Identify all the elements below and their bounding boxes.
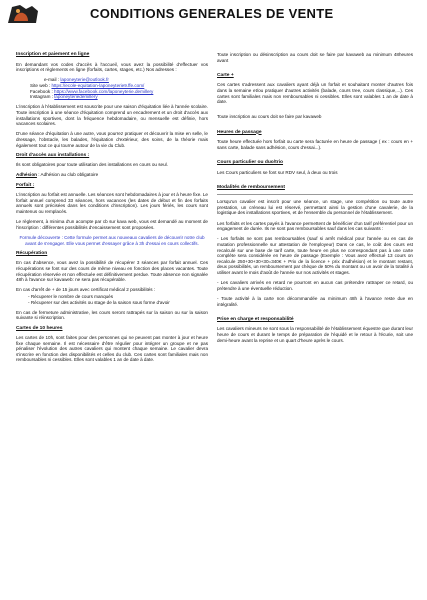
right-top-text: Toute inscription ou désinscription au cours doit se faire par kavaweb au minimum 48heures avant bbox=[217, 52, 413, 63]
medical-option-2: - Récuperer sur des activités ou stage de la saison sous forme d'avoir bbox=[28, 299, 170, 305]
fermeture-text: En cas de fermeture administrative, les cours seront rattrapés sur la saison ou sur la saison suivante si réinscription. bbox=[16, 309, 208, 321]
site-link[interactable]: https://ecole-equitation-laponeyterie9.ffe.com/ bbox=[51, 82, 145, 88]
contact-instagram bbox=[30, 94, 208, 100]
modalites-para4: - Les cavaliers arrivés en retard ne pourront en aucun cas prétendre rattraper ce retard, ou prétendre à une éventuelle réduction. bbox=[217, 280, 413, 291]
heures-heading: Heures de passage bbox=[217, 129, 262, 135]
carte-plus-text: Ces cartes s'adressent aux cavaliers ayant déjà un forfait et souhaitant monter d'autres fois dans la semaine et/ou pratiquer d'autres activités (balade, cours tree, cours classique,...). Ces cartes sont familiales mais non remboursables ni cessibles. Elles sont valables 1 an de date à date. bbox=[217, 82, 413, 105]
modalites-para5: - Toute activité à la carte non décommandée au minimum 48h à l'avance reste due en intégralité. bbox=[217, 295, 413, 307]
inscription-intro: En demandant vos codes d'accès à l'accueil, vous avez la possibilité d'effectuer vos inscriptions et règlements en ligne (forfaits, cartes, stages, etc.) Nos adresses : bbox=[16, 61, 208, 73]
club-logo bbox=[6, 3, 40, 25]
email-link[interactable]: laponeyterie@outlook.fr bbox=[60, 77, 109, 83]
prise-heading: Prise en charge et responsabilité bbox=[217, 316, 294, 322]
forfait-text: L'inscription au forfait est annuelle. Les séances sont hebdomadaires à jour et à heure fixe. Le forfait annuel comprend 33 séances, hors vacances (les dates de début et fin des forfaits annuels sont précisées dans les conditions d'inscription). Les jours fériés, les cours sont maintenus ou remplacés. bbox=[16, 192, 208, 215]
medical-option-1-text: Récuperer le nombre de cours manqués bbox=[30, 293, 114, 299]
cartes-text: Les cartes de 10h, sont faites pour des personnes qui ne peuvent pas monter à jour et heure fixe chaque semaine. Il est nécessaire d'être régulier pour intégrer un groupe et ne pas pénaliser l'évolution des autres cavaliers qui montent chaque semaine. Le cavalier devra s'inscrire en fonction des disponibilités et celles du club. Ces cartes sont familiales mais non remboursables ni cessibles. Elles sont valables 1 an de date à date. bbox=[16, 335, 208, 363]
particulier-text: Les Cours particuliers se font sur RDV seul, à deux ou trois bbox=[217, 169, 338, 175]
inscription-para2: D'une séance d'équitation à une autre, vous pourrez pratiquer et découvrir la mise en selle, le dressage, l'obstacle, les balades, l'équitation d'extérieur, des soins, de la théorie mais également tout ce qui tourne autour de la vie du Club. bbox=[16, 131, 208, 148]
inscription-heading: Inscription et paiement en ligne bbox=[16, 52, 90, 57]
modalites-para1: Lorsqu'un cavalier est inscrit pour une séance, un stage, une compétition ou toute autre prestation, un créneau lui est réservé, permettant ainsi la gestion d'une cavalerie, de la logistique des installations sportives, et de l'ensemble du personnel de l'établissement. bbox=[217, 199, 413, 216]
contact-list bbox=[16, 77, 208, 99]
droit-text: Ils sont obligatoires pour toute utilisation des installations en cours ou seul. bbox=[16, 162, 168, 168]
site-label: Site web : bbox=[30, 82, 51, 88]
modalites-para2: Les forfaits et les cartes payés à l'avance permettent de bénéficier d'un tarif préférentiel pour un engagement de durée. Ils ne sont pas remboursables sauf dans les cas suivants : bbox=[217, 220, 413, 232]
right-column bbox=[217, 52, 413, 348]
forfait-heading: Forfait : bbox=[16, 182, 35, 188]
recuperation-heading: Récupération bbox=[16, 250, 48, 256]
particulier-heading: Cours particulier ou duo/trio bbox=[217, 159, 284, 165]
facebook-label: Facebook : bbox=[30, 88, 53, 94]
droit-heading: Droit d'accès aux installations : bbox=[16, 152, 90, 158]
adhesion-label: Adhésion bbox=[16, 172, 37, 178]
prise-text: Les cavaliers mineurs ne sont sous la responsabilité de l'établissement équestre que durant leur heure de cours et durant le temps de préparation de l'équidé et le retour à l'écurie, soit une demi-heure avant la reprise et un quart d'heure après le cours. bbox=[217, 326, 413, 343]
carte-plus-heading: Carte + bbox=[217, 72, 234, 78]
instagram-label: Instagram : bbox=[30, 94, 53, 100]
adhesion-text: : Adhésion au club obligatoire bbox=[36, 172, 99, 178]
medical-intro: En cas d'arrêt de + de 15 jours avec certificat médical 2 possibilités : bbox=[16, 287, 156, 293]
reglement-text: Le règlement, à minima d'un acompte par cb sur kava web, vous est demandé au moment de l'inscription : différentes possibilités d'encaissement sont proposées. bbox=[16, 219, 208, 230]
heures-text: Toute heure effectuée hors forfait ou carte sera facturée en heure de passage ( ex : cours en + sans carte, balade sans adhésion, cours d'essai...). bbox=[217, 139, 413, 150]
inscription-para1: L'inscription à l'établissement est souscrite pour une saison d'équitation liée à l'année scolaire. Toute inscription à une séance d'équitation comprend un encadrement et un droit d'accès aux installations sportives, dont la fréquence hebdomadaire, ou mensuelle est définie, hors vacances scolaires. bbox=[16, 104, 208, 127]
modalites-para3: - Les forfaits ne sont pas remboursables (sauf si arrêt médical pour l'année ou en cas de mutation professionnelle sur attestation de l'employeur) Dans ce cas, le coût des cours est recalculé sur une base de tarif carte, toute heure en plus ne correspondant pas à une carte complète sera considérée en heure de passage (Exemple : Vous avez effectué 13 cours on recalcule 250+30+30+30=340€ + Prix de la licence + prix d'adhésion) et le montant restant, deux possibilités, un remboursement par chèque de 50% du montant ou un avoir de la totalité à utiliser avant le mois d'août de l'année sur nos activités et stages. bbox=[217, 236, 413, 275]
left-column bbox=[16, 52, 208, 368]
page-title: CONDITIONS GENERALES DE VENTE bbox=[90, 6, 334, 21]
email-label: e-mail : bbox=[44, 77, 60, 83]
medical-option-2-text: Récuperer sur des activités ou stage de la saison sous forme d'avoir bbox=[30, 299, 170, 305]
instagram-link[interactable]: laponeyteriedemillery bbox=[54, 94, 98, 100]
divider bbox=[217, 194, 413, 195]
cartes-heading: Cartes de 10 heures bbox=[16, 325, 63, 331]
facebook-link[interactable]: https://www.facebook.com/laponeyterie.demillery bbox=[54, 88, 154, 94]
formule-decouverte-text: Formule découverte : Cette formule permet aux nouveaux cavaliers de découvrir notre club avant de s'engager. Elle vous permet d'essayer grâce à 3h d'essai en cours collectifs. bbox=[19, 235, 205, 246]
adhesion-line bbox=[16, 172, 208, 178]
recuperation-text: En cas d'absence, vous avez la possibilité de récupérer 3 séances par forfait annuel. Ces récupérations se font sur des cours de même niveau en fonction des places vacantes. Toute récupération réservée et non effectuée est définitivement perdue. Toute absence non signalée 48h à l'avance sur kavaweb: ne sera pas récupérable. bbox=[16, 260, 208, 283]
kavaweb-text: Toute inscription au cours doit se faire par kavaweb bbox=[217, 114, 322, 120]
medical-option-1: - Récuperer le nombre de cours manqués bbox=[28, 293, 114, 299]
modalites-heading: Modalités de remboursement bbox=[217, 184, 285, 190]
